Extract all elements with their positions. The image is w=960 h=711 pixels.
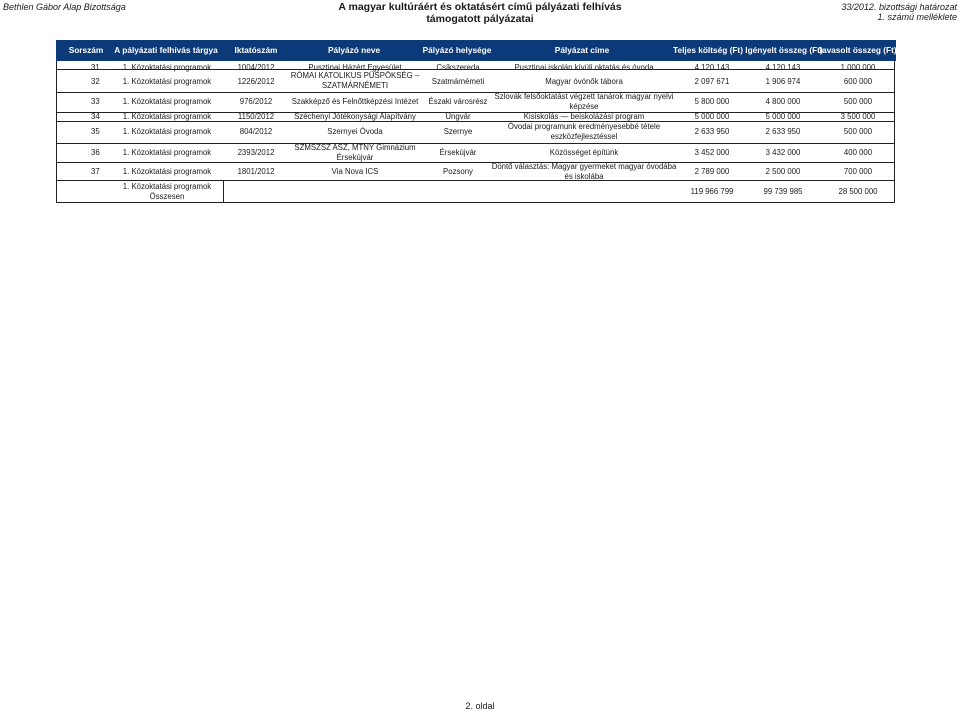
total-label-divider: [223, 180, 224, 203]
row-applicant-name: SZMSZSZ ASZ, MTNY Gimnázium Érsekújvár: [294, 143, 416, 162]
row-applicant-place: Érsekújvár: [439, 148, 477, 157]
row-applicant-place: Szatmárnémeti: [431, 77, 485, 86]
row-separator: [57, 180, 894, 181]
table-header-band: [56, 40, 896, 61]
row-subject: 1. Közoktatási programok: [122, 127, 212, 136]
row-proposed: 700 000: [843, 167, 873, 176]
row-applicant-place: Szernye: [443, 127, 473, 136]
row-project-title: Döntő választás: Magyar gyermeket magyar óvodába és iskolába: [491, 162, 677, 181]
row-total-cost: 2 789 000: [694, 167, 730, 176]
row-requested: 1 906 974: [765, 77, 801, 86]
row-requested: 3 432 000: [765, 148, 801, 157]
row-subject: 1. Közoktatási programok: [122, 167, 212, 176]
row-subject: 1. Közoktatási programok: [122, 77, 212, 86]
total-cost-sum: 119 966 799: [690, 187, 734, 196]
column-header-project-title: Pályázat címe: [554, 45, 610, 55]
row-project-title: Magyar óvónők tábora: [545, 77, 623, 86]
row-project-title: Kisiskolás — beiskolázási program: [523, 112, 645, 121]
row-project-title: Közösséget építünk: [549, 148, 619, 157]
column-header-total-cost: Teljes költség (Ft): [673, 45, 743, 55]
row-total-cost: 2 633 950: [694, 127, 730, 136]
row-total-cost: 2 097 671: [694, 77, 730, 86]
row-applicant-place: Északi városrész: [428, 97, 488, 106]
row-proposed: 400 000: [843, 148, 873, 157]
row-proposed: 500 000: [843, 97, 873, 106]
row-separator: [57, 143, 894, 144]
proposed-sum: 28 500 000: [838, 187, 878, 196]
row-number: 32: [91, 77, 100, 86]
resolution-number: 33/2012. bizottsági határozat: [841, 2, 957, 12]
row-subject: 1. Közoktatási programok: [122, 148, 212, 157]
column-header-subject: A pályázati felhívás tárgya: [114, 45, 218, 55]
row-applicant-name: Pusztinai Házért Egyesület: [308, 63, 402, 72]
row-subject: 1. Közoktatási programok: [122, 97, 212, 106]
column-header-applicant-name: Pályázó neve: [327, 45, 381, 55]
row-proposed: 3 500 000: [840, 112, 876, 121]
row-applicant-name: Via Nova ICS: [331, 167, 379, 176]
row-requested: 2 633 950: [765, 127, 801, 136]
row-applicant-name: Széchenyi Jótékonysági Alapítvány: [294, 112, 416, 121]
row-project-title: Óvodai programunk eredményesebbé tétele eszközfejlesztéssel: [507, 122, 661, 141]
row-proposed: 1 000 000: [840, 63, 876, 72]
row-total-cost: 3 452 000: [694, 148, 730, 157]
row-number: 31: [91, 63, 100, 72]
row-total-cost: 4 120 143: [694, 63, 730, 72]
row-registration: 1801/2012: [237, 167, 275, 176]
row-subject: 1. Közoktatási programok: [122, 112, 212, 121]
column-header-registration: Iktatószám: [234, 45, 278, 55]
row-registration: 1004/2012: [237, 63, 275, 72]
row-registration: 1150/2012: [237, 112, 275, 121]
row-number: 37: [91, 167, 100, 176]
page-header-right: [841, 2, 957, 22]
row-applicant-name: Szernyei Óvoda: [327, 127, 383, 136]
total-label-line-2: Összesen: [149, 192, 185, 201]
row-proposed: 500 000: [843, 127, 873, 136]
column-header-proposed: Javasolt összeg (Ft): [817, 45, 897, 55]
requested-sum: 99 739 985: [763, 187, 803, 196]
row-project-title: Szlovák felsőoktatást végzett tanárok magyar nyelvi képzése: [494, 92, 674, 111]
row-requested: 4 800 000: [765, 97, 801, 106]
row-subject: 1. Közoktatási programok: [122, 63, 212, 72]
column-header-applicant-place: Pályázó helysége: [422, 45, 492, 55]
row-applicant-place: Ungvár: [445, 112, 471, 121]
total-label-line-1: 1. Közoktatási programok: [122, 182, 212, 191]
row-requested: 4 120 143: [765, 63, 801, 72]
row-applicant-name: RÓMAI KATOLIKUS PÜSPÖKSÉG – SZATMÁRNÉMETI: [290, 71, 420, 90]
row-registration: 1226/2012: [237, 77, 275, 86]
row-total-cost: 5 800 000: [694, 97, 730, 106]
row-registration: 804/2012: [239, 127, 273, 136]
column-header-requested: Igényelt összeg (Ft): [745, 45, 823, 55]
row-separator: [57, 162, 894, 163]
page-title-line-2: támogatott pályázatai: [426, 13, 534, 25]
row-registration: 976/2012: [239, 97, 273, 106]
row-requested: 2 500 000: [765, 167, 801, 176]
column-header-number: Sorszám: [68, 45, 104, 55]
row-number: 33: [91, 97, 100, 106]
row-applicant-place: Pozsony: [443, 167, 473, 176]
row-applicant-name: Szakképző és Felnőttképzési Intézet: [291, 97, 419, 106]
row-project-title: Pusztinai iskolán kívüli oktatás és óvoda: [514, 63, 654, 72]
row-applicant-place: Csíkszereda: [436, 63, 480, 72]
row-total-cost: 5 000 000: [694, 112, 730, 121]
row-number: 36: [91, 148, 100, 157]
row-registration: 2393/2012: [237, 148, 275, 157]
page-header-left: Bethlen Gábor Alap Bizottsága: [3, 2, 126, 12]
grants-table: [56, 61, 895, 203]
row-separator: [57, 92, 894, 93]
row-number: 35: [91, 127, 100, 136]
annex-number: 1. számú melléklete: [877, 12, 957, 22]
page-number: 2. oldal: [465, 701, 495, 711]
row-proposed: 600 000: [843, 77, 873, 86]
row-requested: 5 000 000: [765, 112, 801, 121]
page-title: [300, 1, 660, 25]
page-title-line-1: A magyar kultúráért és oktatásért című pályázati felhívás: [338, 1, 622, 13]
row-number: 34: [91, 112, 100, 121]
